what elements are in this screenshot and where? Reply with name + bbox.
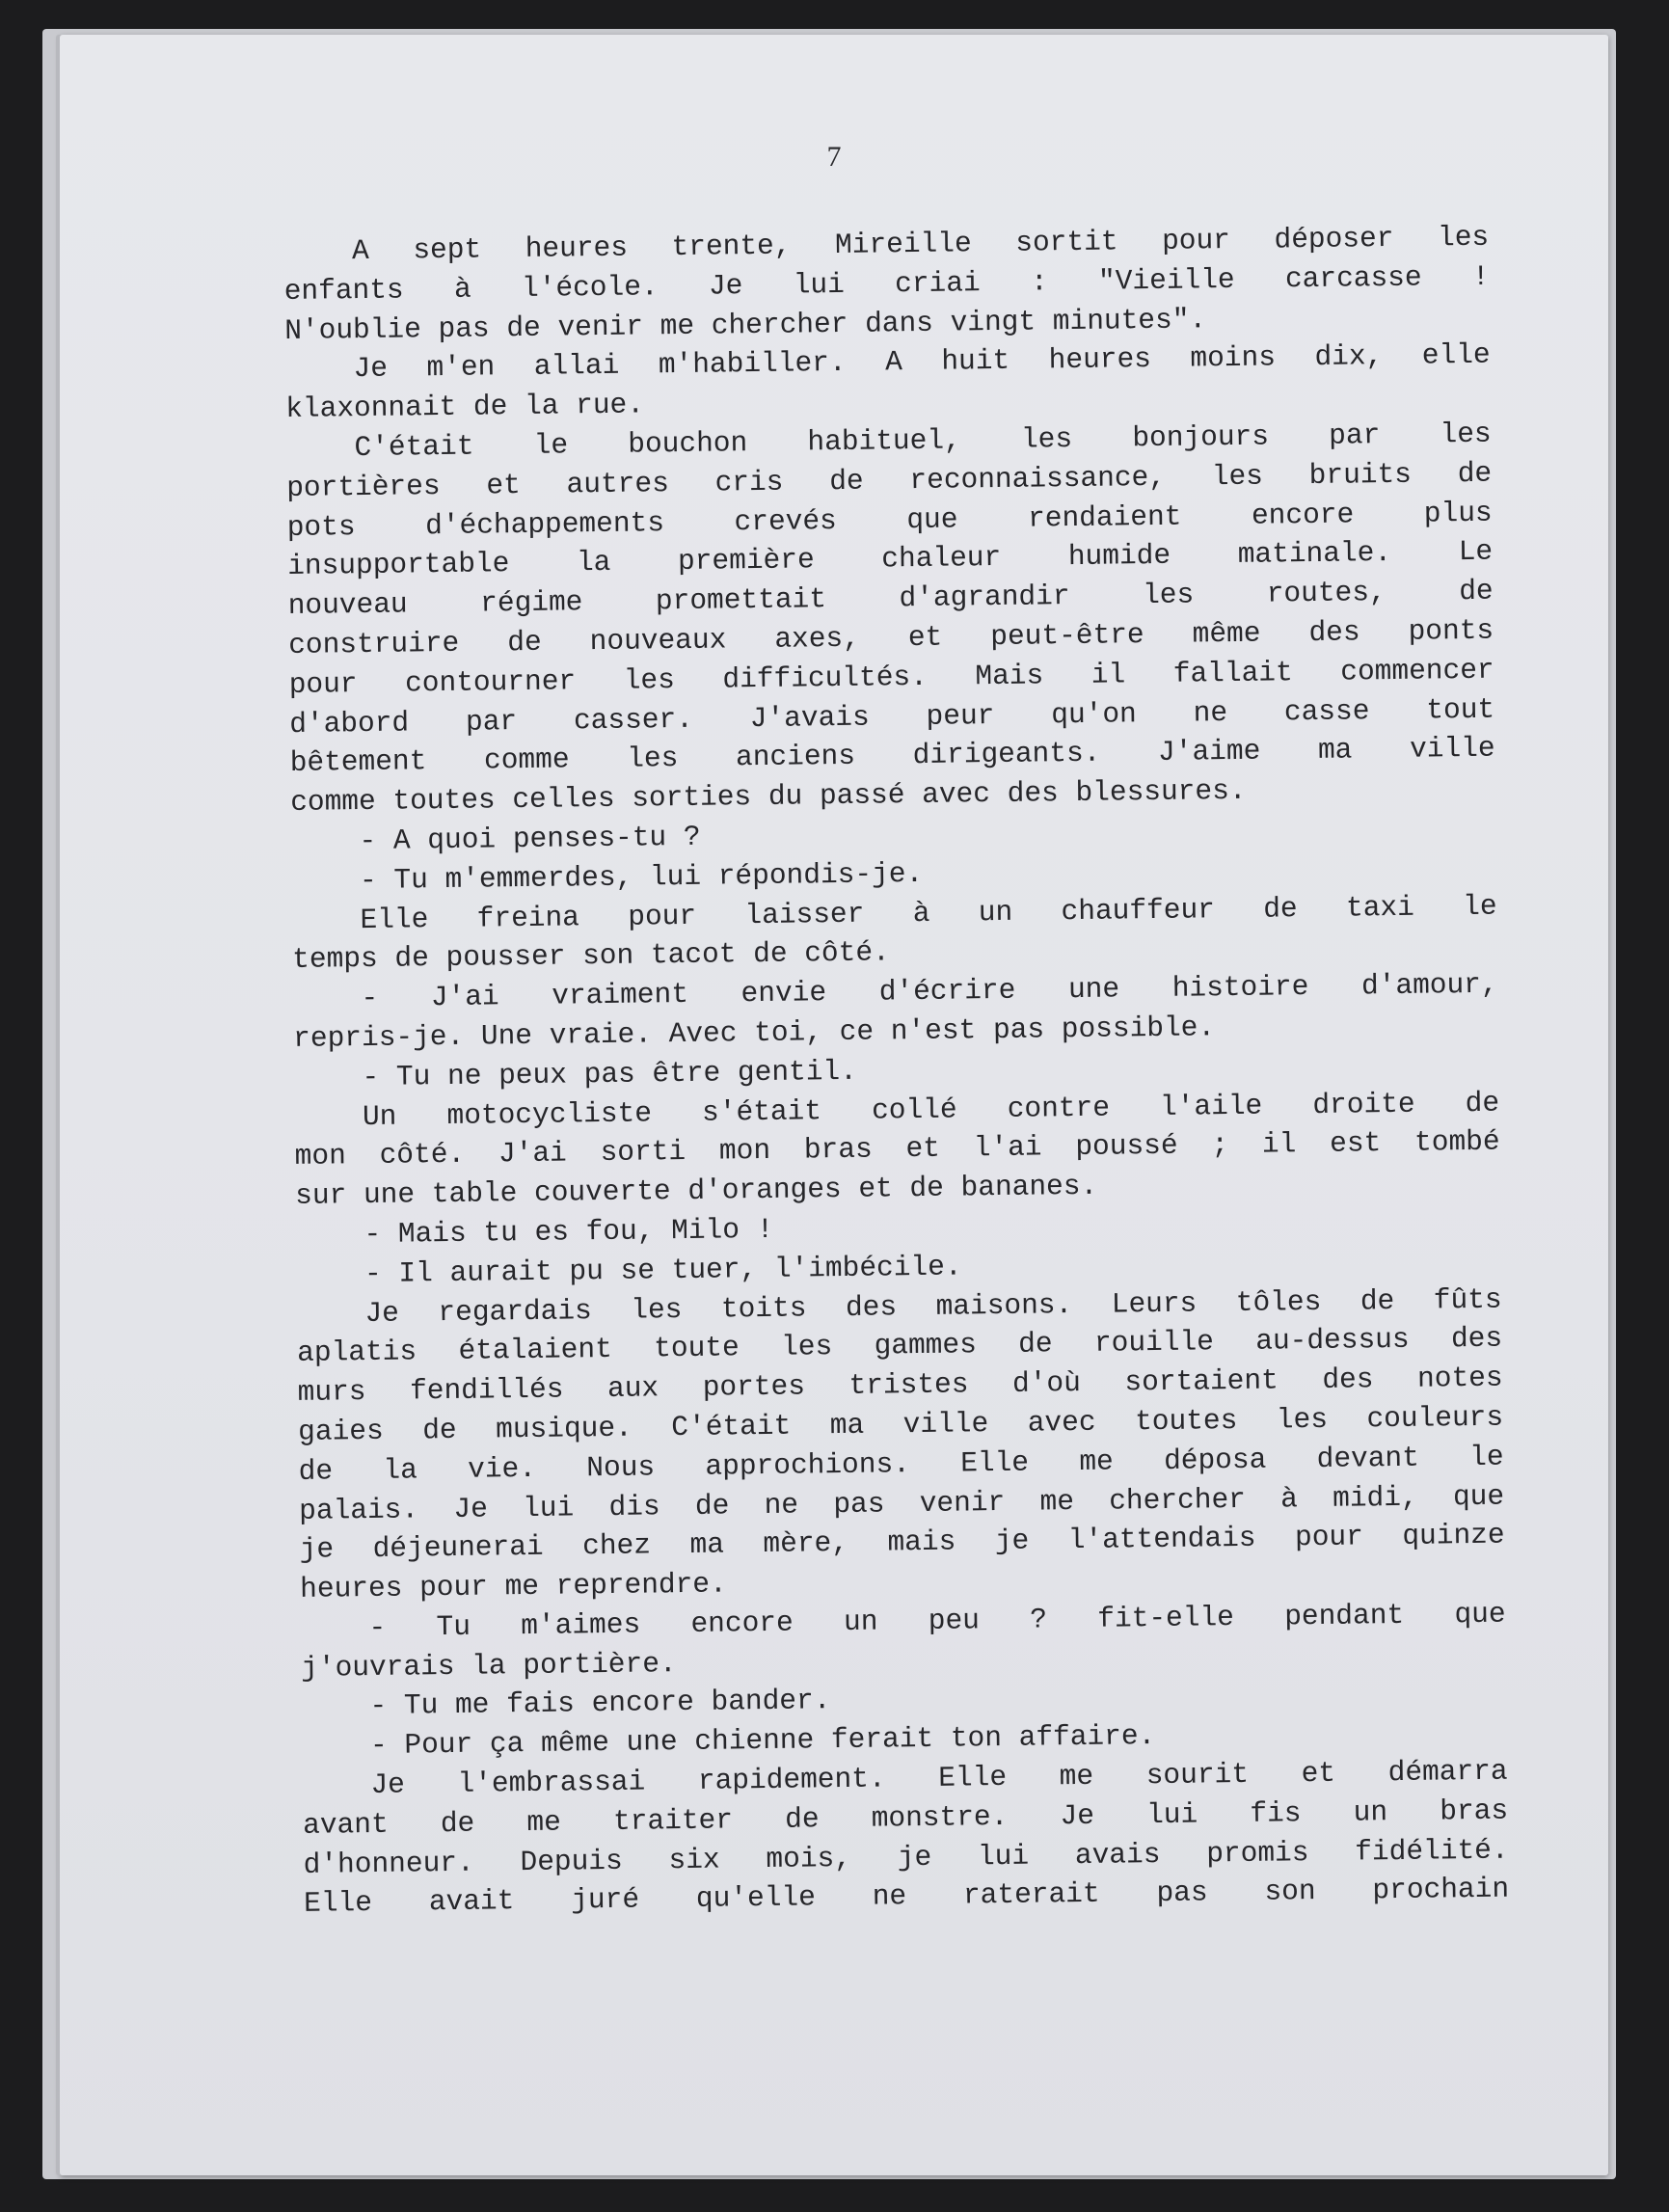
text-line: Un motocycliste s'était collé contre l'aile droite de bbox=[362, 1086, 1500, 1133]
text-line: - Tu m'aimes encore un peu ? fit-elle pendant que bbox=[368, 1597, 1506, 1644]
text-line: heures pour me reprendre. bbox=[299, 1567, 727, 1605]
text-line: - J'ai vraiment envie d'écrire une histoire d'amour, bbox=[361, 967, 1498, 1015]
text-line: temps de pousser son tacot de côté. bbox=[292, 935, 890, 977]
text-line: mon côté. J'ai sorti mon bras et l'ai poussé ; il est tombé bbox=[294, 1124, 1500, 1173]
text-line: bêtement comme les anciens dirigeants. J'aime ma ville bbox=[289, 732, 1495, 780]
text-line: construire de nouveaux axes, et peut-être même des ponts bbox=[288, 613, 1494, 661]
text-line: portières et autres cris de reconnaissance, les bruits de bbox=[286, 456, 1493, 504]
text-line: pots d'échappements crevés que rendaient encore plus bbox=[286, 496, 1493, 544]
text-line: de la vie. Nous approchions. Elle me déposa devant le bbox=[298, 1440, 1504, 1488]
text-line: Je regardais les toits des maisons. Leurs tôles de fûts bbox=[364, 1282, 1502, 1330]
text-line: je déjeunerai chez ma mère, mais je l'attendais pour quinze bbox=[299, 1518, 1505, 1567]
text-line: aplatis étalaient toute les gammes de rouille au-dessus des bbox=[296, 1321, 1503, 1370]
text-line: murs fendillés aux portes tristes d'où sortaient des notes bbox=[297, 1361, 1503, 1410]
text-line: d'honneur. Depuis six mois, je lui avais promis fidélité. bbox=[303, 1833, 1509, 1881]
text-line: - Mais tu es fou, Milo ! bbox=[295, 1212, 774, 1252]
text-line: palais. Je lui dis de ne pas venir me chercher à midi, que bbox=[298, 1479, 1505, 1527]
text-line: Je l'embrassai rapidement. Elle me sourit et démarra bbox=[370, 1754, 1508, 1802]
text-line: C'était le bouchon habituel, les bonjours par les bbox=[354, 417, 1492, 465]
text-line: klaxonnait de la rue. bbox=[285, 388, 645, 426]
text-line: comme toutes celles sorties du passé avec des blessures. bbox=[290, 774, 1247, 820]
text-line: nouveau régime promettait d'agrandir les routes, de bbox=[287, 574, 1494, 623]
text-line: N'oublie pas de venir me chercher dans vingt minutes". bbox=[284, 302, 1207, 347]
text-line: - Il aurait pu se tuer, l'imbécile. bbox=[295, 1250, 962, 1291]
text-line: A sept heures trente, Mireille sortit pour déposer les bbox=[351, 220, 1490, 268]
text-line: Elle avait juré qu'elle ne raterait pas son prochain bbox=[303, 1873, 1510, 1921]
text-line: j'ouvrais la portière. bbox=[300, 1646, 677, 1685]
text-line: enfants à l'école. Je lui criai : "Vieille carcasse ! bbox=[283, 259, 1490, 308]
text-line: repris-je. Une vraie. Avec toi, ce n'est pas possible. bbox=[293, 1011, 1216, 1055]
typed-page bbox=[60, 35, 1608, 2175]
text-line: sur une table couverte d'oranges et de bananes. bbox=[294, 1169, 1098, 1213]
page-number: 7 bbox=[826, 141, 842, 173]
text-line: pour contourner les difficultés. Mais il fallait commencer bbox=[288, 653, 1494, 701]
text-line: - Tu m'emmerdes, lui répondis-je. bbox=[291, 856, 924, 898]
text-line: - Pour ça même une chienne ferait ton affaire. bbox=[301, 1719, 1156, 1764]
text-line: Je m'en allai m'habiller. A huit heures moins dix, elle bbox=[353, 338, 1491, 386]
text-line: insupportable la première chaleur humide matinale. Le bbox=[287, 535, 1494, 583]
text-line: avant de me traiter de monstre. Je lui fis un bras bbox=[302, 1794, 1509, 1842]
text-line: gaies de musique. C'était ma ville avec toutes les couleurs bbox=[297, 1400, 1504, 1448]
text-line: - Tu ne peux pas être gentil. bbox=[293, 1054, 858, 1094]
page-body-text bbox=[283, 218, 1509, 1924]
text-line: - A quoi penses-tu ? bbox=[290, 820, 701, 858]
text-line: d'abord par casser. J'avais peur qu'on ne casse tout bbox=[289, 692, 1495, 741]
text-line: Elle freina pour laisser à un chauffeur de taxi le bbox=[360, 889, 1497, 936]
text-line: - Tu me fais encore bander. bbox=[301, 1684, 831, 1724]
